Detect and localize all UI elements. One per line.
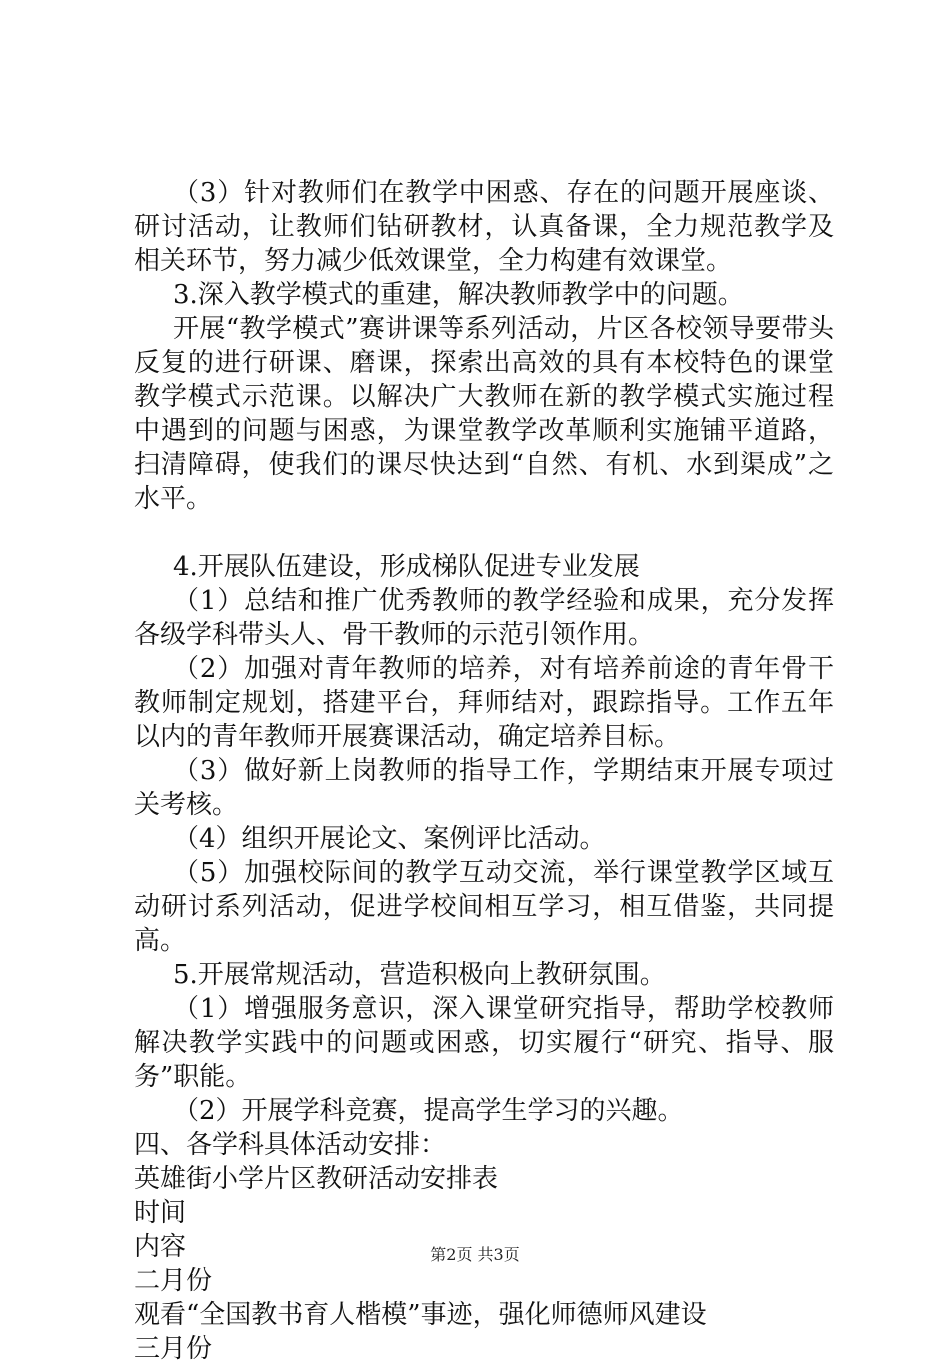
table-cell-february: 二月份 <box>134 1266 213 1296</box>
paragraph-item-5-2: （2）开展学科竞赛，提高学生学习的兴趣。 <box>173 1096 684 1126</box>
table-cell-march: 三月份 <box>134 1334 213 1364</box>
paragraph-item-4-5: （5）加强校际间的教学互动交流，举行课堂教学区域互动研讨系列活动，促进学校间相互学习，相互借鉴，共同提高。 <box>134 858 834 956</box>
page-footer: 第2页 共3页 <box>430 1245 520 1264</box>
paragraph-item-4-3: （3）做好新上岗教师的指导工作，学期结束开展专项过关考核。 <box>134 756 834 820</box>
section-heading-3: 3.深入教学模式的重建，解决教师教学中的问题。 <box>173 280 744 310</box>
paragraph-item-5-1: （1）增强服务意识，深入课堂研究指导，帮助学校教师解决教学实践中的问题或困惑，切实履行“研究、指导、服务”职能。 <box>134 994 834 1092</box>
paragraph-item-4-1: （1）总结和推广优秀教师的教学经验和成果，充分发挥各级学科带头人、骨干教师的示范引领作用。 <box>134 586 834 650</box>
table-cell-february-content: 观看“全国教书育人楷模”事迹，强化师德师风建设 <box>134 1300 707 1330</box>
paragraph-teaching-model: 开展“教学模式”赛讲课等系列活动，片区各校领导要带头反复的进行研课、磨课，探索出高效的具有本校特色的课堂教学模式示范课。以解决广大教师在新的教学模式实施过程中遇到的问题与困惑，为课堂教学改革顺利实施铺平道路，扫清障碍，使我们的课尽快达到“自然、有机、水到渠成”之水平。 <box>134 314 834 514</box>
paragraph-item-4-4: （4）组织开展论文、案例评比活动。 <box>173 824 606 854</box>
table-header-time: 时间 <box>134 1198 187 1228</box>
document-body <box>134 176 834 1366</box>
paragraph-item-3-seminar: （3）针对教师们在教学中困惑、存在的问题开展座谈、研讨活动，让教师们钻研教材，认真备课，全力规范教学及相关环节，努力减少低效课堂，全力构建有效课堂。 <box>134 178 834 276</box>
paragraph-item-4-2: （2）加强对青年教师的培养，对有培养前途的青年骨干教师制定规划，搭建平台，拜师结对，跟踪指导。工作五年以内的青年教师开展赛课活动，确定培养目标。 <box>134 654 834 752</box>
section-heading-4: 4.开展队伍建设，形成梯队促进专业发展 <box>173 552 640 582</box>
section-heading-four: 四、各学科具体活动安排： <box>134 1130 447 1160</box>
table-title: 英雄街小学片区教研活动安排表 <box>134 1164 499 1194</box>
blank-line <box>134 516 834 550</box>
section-heading-5: 5.开展常规活动，营造积极向上教研氛围。 <box>173 960 666 990</box>
table-header-content: 内容 <box>134 1232 187 1262</box>
